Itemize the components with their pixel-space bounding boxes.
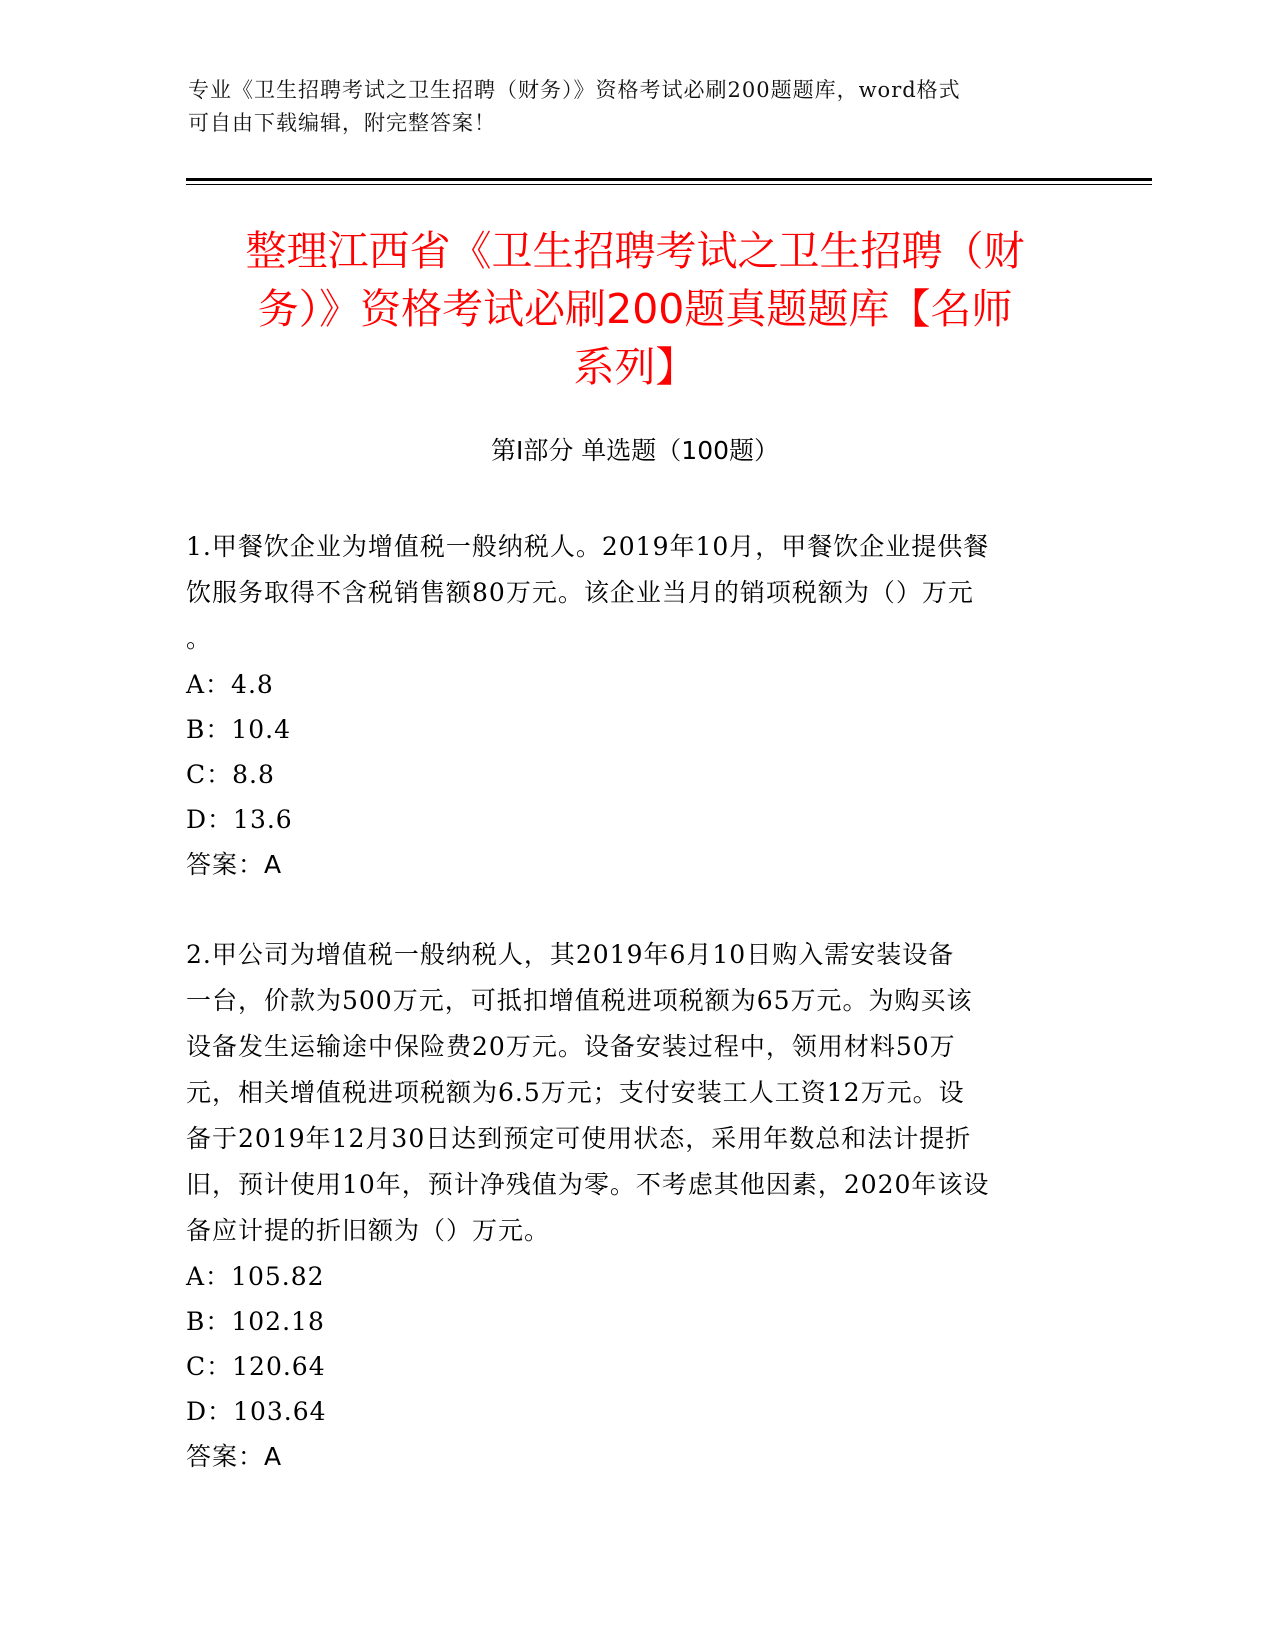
- option-a: A：4.8: [186, 670, 274, 699]
- header-note-line: 可自由下载编辑，附完整答案！: [188, 111, 496, 135]
- answer-line: 答案：A: [186, 850, 283, 879]
- question-stem-line: 备应计提的折旧额为（）万元。: [186, 1216, 551, 1245]
- header-note-line: 专业《卫生招聘考试之卫生招聘（财务）》资格考试必刷200题题库，word格式: [188, 78, 961, 102]
- option-c: C：120.64: [186, 1352, 326, 1381]
- document-title: [186, 222, 1084, 396]
- question-stem-line: 。: [186, 624, 213, 653]
- question-stem-line: 旧，预计使用10年，预计净残值为零。不考虑其他因素，2020年该设: [186, 1170, 990, 1199]
- option-c: C：8.8: [186, 760, 275, 789]
- question-stem-line: 备于2019年12月30日达到预定可使用状态，采用年数总和法计提折: [186, 1124, 972, 1153]
- option-b: B：10.4: [186, 715, 292, 744]
- question-stem-line: 元，相关增值税进项税额为6.5万元；支付安装工人工资12万元。设: [186, 1078, 965, 1107]
- option-d: D：13.6: [186, 805, 293, 834]
- header-divider-thick: [186, 178, 1152, 181]
- question-stem-line: 设备发生运输途中保险费20万元。设备安装过程中，领用材料50万: [186, 1032, 956, 1061]
- question-1: [186, 524, 1086, 887]
- document-title-line: 系列】: [573, 343, 697, 391]
- header-note: [188, 74, 1068, 140]
- option-a: A：105.82: [186, 1262, 325, 1291]
- document-title-line: 务）》资格考试必刷200题真题题库【名师: [257, 285, 1013, 333]
- question-stem-line: 2.甲公司为增值税一般纳税人，其2019年6月10日购入需安装设备: [186, 940, 955, 969]
- question-stem-line: 一台，价款为500万元，可抵扣增值税进项税额为65万元。为购买该: [186, 986, 973, 1015]
- question-2: [186, 932, 1086, 1479]
- answer-line: 答案：A: [186, 1442, 283, 1471]
- option-b: B：102.18: [186, 1307, 325, 1336]
- header-divider-thin: [186, 184, 1152, 185]
- question-stem-line: 饮服务取得不含税销售额80万元。该企业当月的销项税额为（）万元: [186, 578, 974, 607]
- question-stem-line: 1.甲餐饮企业为增值税一般纳税人。2019年10月，甲餐饮企业提供餐: [186, 532, 990, 561]
- section-heading: 第Ⅰ部分 单选题（100题）: [490, 436, 780, 465]
- document-title-line: 整理江西省《卫生招聘考试之卫生招聘（财: [245, 227, 1025, 275]
- option-d: D：103.64: [186, 1397, 327, 1426]
